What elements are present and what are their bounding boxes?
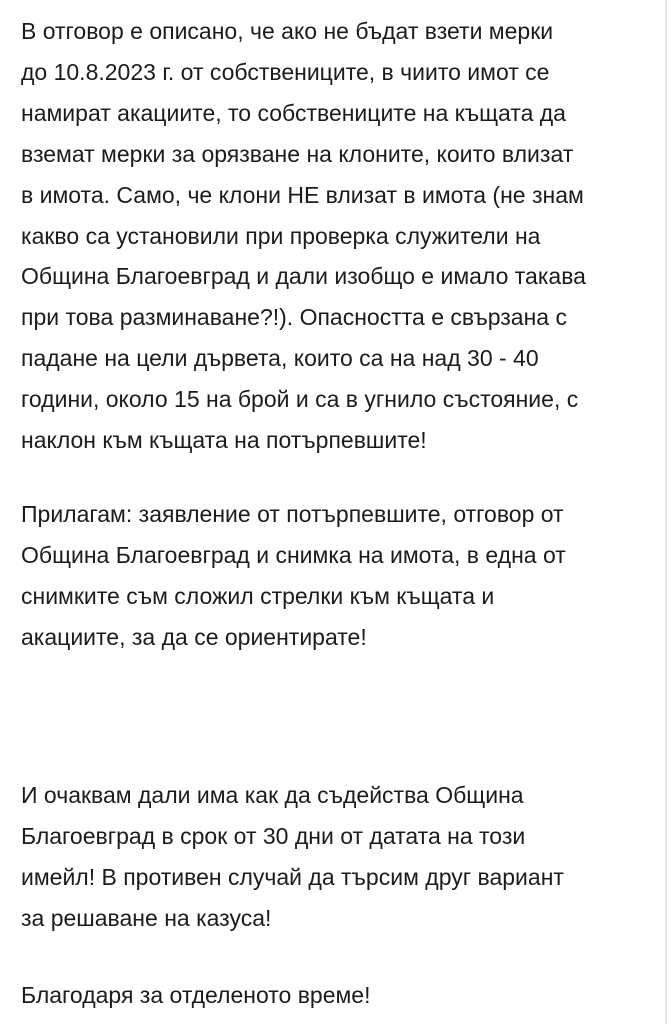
- paragraph-request: [21, 775, 661, 939]
- text-line: години, около 15 на брой и са в угнило състояние, с: [21, 386, 579, 413]
- paragraph-closing: [21, 975, 661, 1016]
- text-line: наклон към къщата на потърпевшите!: [21, 427, 427, 454]
- text-line: падане на цели дървета, които са на над 30 - 40: [21, 345, 539, 372]
- text-line: при това разминаване?!). Опасността е свързана с: [21, 304, 567, 331]
- text-line: Благодаря за отделеното време!: [21, 982, 371, 1008]
- text-line: Община Благоевград и снимка на имота, в една от: [21, 541, 566, 568]
- text-line: акациите, за да се ориентирате!: [21, 623, 367, 650]
- text-line: В отговор е описано, че ако не бъдат взети мерки: [21, 18, 554, 44]
- text-line: Прилагам: заявление от потърпевшите, отговор от: [21, 501, 564, 527]
- text-line: намират акациите, то собствениците на къщата да: [21, 99, 566, 126]
- text-line: имейл! В противен случай да търсим друг вариант: [21, 863, 564, 890]
- text-line: снимките съм сложил стрелки към къщата и: [21, 582, 495, 609]
- text-line: Община Благоевград и дали изобщо е имало такава: [21, 263, 586, 290]
- paragraph-response-description: [21, 11, 661, 461]
- text-line: в имота. Само, че клони НЕ влизат в имота (не знам: [21, 181, 584, 208]
- text-line: вземат мерки за орязване на клоните, които влизат: [21, 140, 574, 167]
- text-line: за решаване на казуса!: [21, 904, 272, 931]
- text-line: до 10.8.2023 г. от собствениците, в чиито имот се: [21, 58, 550, 85]
- text-line: какво са установили при проверка служители на: [21, 222, 541, 249]
- paragraph-attachments: [21, 494, 661, 658]
- text-line: И очаквам дали има как да съдейства Община: [21, 782, 524, 808]
- text-line: Благоевград в срок от 30 дни от датата на този: [21, 822, 526, 849]
